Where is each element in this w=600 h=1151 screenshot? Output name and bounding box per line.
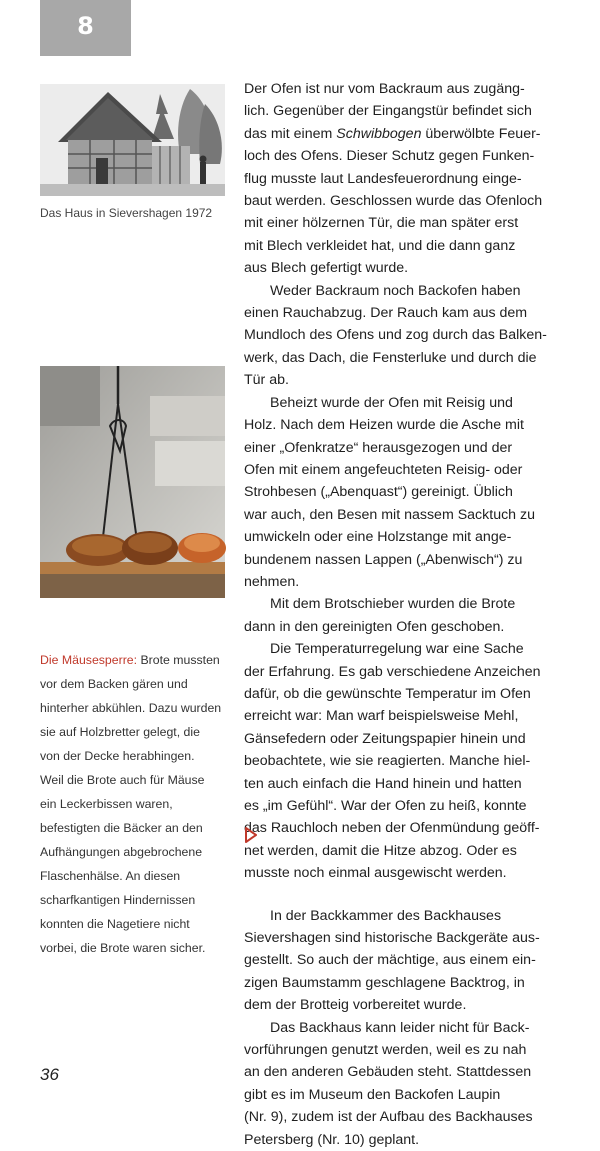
- paragraph-5-line: Gänsefedern oder Zeitungspapier hinein und: [244, 730, 526, 747]
- side-note-line: befestigten die Bäcker an den: [40, 821, 203, 835]
- paragraph-4-line: dann in den gereinigten Ofen geschoben.: [244, 618, 505, 635]
- paragraph-3-line: war auch, den Besen mit nassem Sacktuch zu: [244, 506, 535, 523]
- paragraph-5-line: der Erfahrung. Es gab verschiedene Anzeichen: [244, 663, 541, 680]
- side-note-line: Flaschenhälse. An diesen: [40, 869, 181, 883]
- section-gap: [244, 885, 550, 905]
- paragraph-2-line: einen Rauchabzug. Der Rauch kam aus dem: [244, 305, 528, 322]
- bread-photo-illustration: [40, 366, 225, 598]
- side-note-line: scharfkantigen Hindernissen: [40, 893, 196, 907]
- side-note-line: vorbei, die Brote waren sicher.: [40, 941, 206, 955]
- side-note: [40, 648, 228, 960]
- paragraph-5-line: das Rauchloch neben der Ofenmündung geöff-: [244, 820, 540, 837]
- paragraph-1-text: überwölbte Feuer-: [421, 125, 541, 142]
- paragraph-5-line: Die Temperaturregelung war eine Sache: [270, 641, 524, 658]
- paragraph-6-line: Sievershagen sind historische Backgeräte aus-: [244, 930, 540, 947]
- paragraph-5-line: erreicht war: Man warf beispielsweise Mehl,: [244, 708, 519, 725]
- side-note-line: sie auf Holzbretter gelegt, die: [40, 725, 200, 739]
- paragraph-2-line: werk, das Dach, die Fensterluke und durch die: [244, 349, 537, 366]
- paragraph-7-line: (Nr. 9), zudem ist der Aufbau des Backhauses: [244, 1109, 533, 1126]
- paragraph-6-line: In der Backkammer des Backhauses: [270, 907, 502, 924]
- side-note-line: Aufhängungen abgebrochene: [40, 845, 203, 859]
- house-photo-illustration: [40, 84, 225, 196]
- paragraph-5-line: ten auch einfach die Hand hinein und hatten: [244, 775, 522, 792]
- paragraph-2-line: Weder Backraum noch Backofen haben: [270, 282, 521, 299]
- paragraph-6-line: dem der Brotteig vorbereitet wurde.: [244, 997, 467, 1014]
- side-note-line: vor dem Backen gären und: [40, 677, 188, 691]
- side-note-line: konnten die Nagetiere nicht: [40, 917, 190, 931]
- side-note-title: Die Mäusesperre:: [40, 653, 138, 667]
- house-photo: [40, 84, 225, 196]
- paragraph-1-line: lich. Gegenüber der Eingangstür befindet sich: [244, 103, 532, 120]
- paragraph-3-line: Strohbesen („Abenquast“) gereinigt. Üblich: [244, 484, 513, 501]
- paragraph-1-line: loch des Ofens. Dieser Schutz gegen Funken-: [244, 148, 535, 165]
- schwibbogen-term: Schwibbogen: [336, 125, 422, 142]
- side-note-line: ein Leckerbissen waren,: [40, 797, 173, 811]
- triangle-right-outline-icon: [244, 826, 258, 844]
- main-text: [244, 78, 550, 1151]
- paragraph-1-line: mit einer hölzernen Tür, die man später erst: [244, 215, 519, 232]
- paragraph-2-line: Mundloch des Ofens und zog durch das Balken-: [244, 327, 547, 344]
- side-note-line-text: Brote mussten: [137, 653, 220, 667]
- paragraph-6-line: gestellt. So auch der mächtige, aus einem ein-: [244, 952, 536, 969]
- chapter-number: 8: [77, 12, 94, 40]
- paragraph-1-text: das mit einem: [244, 125, 337, 142]
- paragraph-7-line: gibt es im Museum den Backofen Laupin: [244, 1086, 501, 1103]
- chapter-tab: [40, 0, 131, 56]
- paragraph-1-line: Der Ofen ist nur vom Backraum aus zugäng-: [244, 81, 525, 97]
- paragraph-3-line: Beheizt wurde der Ofen mit Reisig und: [270, 394, 513, 411]
- paragraph-7-line: an den anderen Gebäuden steht. Stattdessen: [244, 1064, 532, 1081]
- paragraph-3-line: nehmen.: [244, 573, 300, 590]
- side-note-line: hinterher abkühlen. Dazu wurden: [40, 701, 222, 715]
- paragraph-5-line: beobachtete, wie sie reagierten. Manche hiel-: [244, 753, 531, 770]
- paragraph-3-line: einer „Ofenkratze“ herausgezogen und der: [244, 439, 513, 456]
- paragraph-1-line: mit Blech verkleidet hat, und die dann ganz: [244, 237, 516, 254]
- paragraph-1-line: baut werden. Geschlossen wurde das Ofenloch: [244, 193, 543, 210]
- paragraph-7-line: vorführungen genutzt werden, weil es zu nah: [244, 1042, 527, 1059]
- paragraph-4-line: Mit dem Brotschieber wurden die Brote: [270, 596, 516, 613]
- paragraph-7-line: Das Backhaus kann leider nicht für Back-: [270, 1019, 530, 1036]
- paragraph-3-line: Ofen mit einem angefeuchteten Reisig- oder: [244, 461, 523, 478]
- paragraph-1-line: aus Blech gefertigt wurde.: [244, 260, 409, 277]
- house-photo-caption: Das Haus in Sievershagen 1972: [40, 206, 213, 220]
- side-note-line: Weil die Brote auch für Mäuse: [40, 773, 205, 787]
- paragraph-6-line: zigen Baumstamm geschlagene Backtrog, in: [244, 974, 525, 991]
- paragraph-3-line: bundenem nassen Lappen („Abenwisch“) zu: [244, 551, 523, 568]
- bread-photo: [40, 366, 225, 598]
- paragraph-5-line: dafür, ob die gewünschte Temperatur im Ofen: [244, 685, 531, 702]
- paragraph-1-line: flug musste laut Landesfeuerordnung einge-: [244, 170, 522, 187]
- paragraph-5-line: net werden, damit die Hitze abzog. Oder es: [244, 842, 517, 859]
- paragraph-3-line: Holz. Nach dem Heizen wurde die Asche mit: [244, 417, 524, 434]
- side-note-line: von der Decke herabhingen.: [40, 749, 195, 763]
- paragraph-5-line: musste noch einmal ausgewischt werden.: [244, 865, 507, 882]
- paragraph-2-line: Tür ab.: [244, 372, 289, 389]
- paragraph-1-line: [244, 123, 550, 145]
- paragraph-7-line: Petersberg (Nr. 10) geplant.: [244, 1131, 420, 1148]
- paragraph-3-line: umwickeln oder eine Holzstange mit ange-: [244, 529, 512, 546]
- paragraph-5-line: es „im Gefühl“. War der Ofen zu heiß, konnte: [244, 798, 527, 814]
- page-number: 36: [40, 1065, 59, 1084]
- side-note-line: [40, 648, 228, 672]
